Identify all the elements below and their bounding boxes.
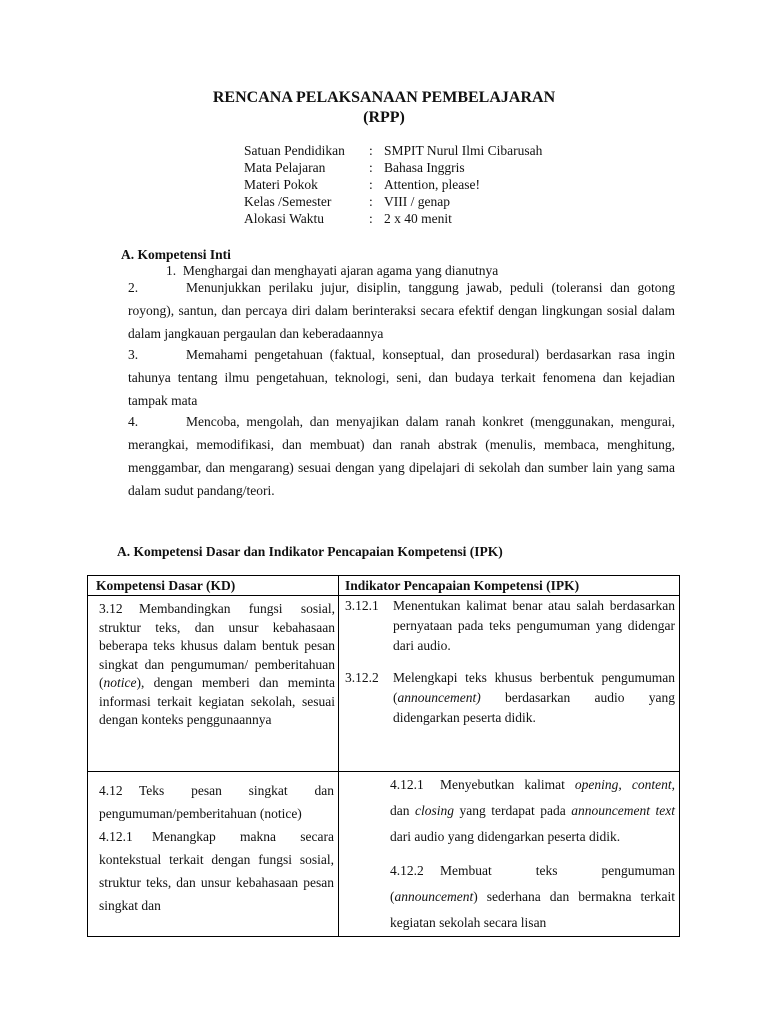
ipk-number: 3.12.1 [345,598,379,613]
kd-number: 3.12 [99,601,123,616]
ki-item [128,343,675,412]
kompetensi-inti-heading: A. Kompetensi Inti [121,247,231,262]
ki-item-number: 1. [166,263,177,278]
ki-item-number: 2. [128,280,139,295]
identity-value: Bahasa Inggris [384,160,465,175]
identity-label: Satuan Pendidikan [244,143,345,158]
kd-sub-number: 4.12.1 [99,829,133,844]
kd-sub [99,825,334,917]
ipk-item [339,668,679,728]
ipk-text-part: , dan [390,777,675,818]
identity-row [244,176,542,193]
table-row [88,772,680,937]
ki-item-number: 3. [128,347,139,362]
ipk-column-header: Indikator Pencapaian Kompetensi (IPK) [339,576,680,596]
table-header-row [88,576,680,596]
ki-item [128,276,675,345]
kd-text-italic: notice [103,675,137,690]
ipk-text [393,668,675,728]
ki-item-number: 4. [128,414,139,429]
table-row [88,596,680,772]
ipk-text-part: dari audio yang didengarkan peserta didik. [390,829,621,844]
ki-item-text: Mencoba, mengolah, dan menyajikan dalam ranah konkret (menggunakan, mengurai, merangkai, memodifikasi, dan membuat) dan ranah abstrak (menulis, membaca, menghitung, menggambar, dan mengarang) sesuai dengan yang dipelajari di sekolah dan sumber lain yang sama dalam sudut pandang/teori. [128,414,675,498]
ki-item-text: Memahami pengetahuan (faktual, konseptual, dan prosedural) berdasarkan rasa ingin tahunya tentang ilmu pengetahuan, teknologi, seni, dan budaya terkait fenomena dan kejadian tampak mata [128,347,675,408]
kd-sub-text: Menangkap makna secara kontekstual terkait dengan fungsi sosial, struktur teks, dan unsur kebahasaan pesan singkat dan [99,829,334,913]
ipk-item [339,596,679,656]
identity-row [244,193,542,210]
ipk-number: 4.12.1 [390,777,424,792]
ipk-text-italic: closing [415,803,455,818]
kd-text [88,772,338,917]
identity-separator: : [369,211,373,226]
ipk-cell [339,772,680,937]
ipk-text-part: yang terdapat pada [454,803,572,818]
identity-row [244,142,542,159]
kd-text [88,596,338,730]
kd-text-part: Teks pesan singkat dan pengumuman/pemberitahuan (notice) [99,783,334,821]
identity-row [244,210,542,227]
ipk-text-part: Melengkapi teks khusus berbentuk pengumuman ( [393,670,675,705]
ipk-text-italic: announcement) [397,690,481,705]
kd-column-header: Kompetensi Dasar (KD) [88,576,339,596]
ipk-number: 3.12.2 [345,670,379,685]
identity-value: VIII / genap [384,194,450,209]
kd-cell [88,772,339,937]
identity-separator: : [369,160,373,175]
document-subtitle: (RPP) [363,109,405,126]
ipk-text-part: ) sederhana dan bermakna terkait kegiatan sekolah secara lisan [390,889,675,930]
kd-ipk-heading: A. Kompetensi Dasar dan Indikator Pencapaian Kompetensi (IPK) [117,544,503,559]
identity-row [244,159,542,176]
identity-label: Materi Pokok [244,177,318,192]
identity-value: SMPIT Nurul Ilmi Cibarusah [384,143,543,158]
ipk-text-part: berdasarkan audio yang didengarkan peserta didik. [393,690,675,725]
identity-separator: : [369,177,373,192]
kd-text-part: ), dengan memberi dan meminta informasi terkait kegiatan sekolah, sesuai dengan konteks penggunaannya [99,675,335,727]
identity-label: Kelas /Semester [244,194,332,209]
ki-item-text: Menghargai dan menghayati ajaran agama yang dianutnya [182,263,499,278]
identity-value: 2 x 40 menit [384,211,452,226]
identity-label: Alokasi Waktu [244,211,325,226]
kd-main [99,779,334,825]
ipk-item [339,858,679,936]
ipk-text-italic: opening, content [574,777,672,792]
ipk-text-italic: announcement [394,889,474,904]
ipk-item [339,772,679,850]
kd-text-part: Membandingkan fungsi sosial, struktur teks, dan unsur kebahasaan beberapa teks khusus dalam bentuk pesan singkat dan pengumuman/ pemberitahuan ( [99,601,335,690]
ipk-number: 4.12.2 [390,863,424,878]
kd-cell [88,596,339,772]
ipk-cell [339,596,680,772]
kd-ipk-table [87,575,680,937]
ipk-text-part: Membuat teks pengumuman ( [390,863,675,904]
identity-label: Mata Pelajaran [244,160,326,175]
ki-item-text: Menunjukkan perilaku jujur, disiplin, tanggung jawab, peduli (toleransi dan gotong royong), santun, dan percaya diri dalam berinteraksi secara efektif dengan lingkungan sosial dalam dalam jangkauan pergaulan dan keberadaannya [128,280,675,341]
ipk-text: Menentukan kalimat benar atau salah berdasarkan pernyataan pada teks pengumuman yang didengar dari audio. [393,598,675,653]
identity-block [244,142,542,227]
identity-separator: : [369,194,373,209]
ipk-text-italic: announcement text [571,803,676,818]
ipk-text-part: Menyebutkan kalimat [440,777,575,792]
kd-number: 4.12 [99,783,123,798]
document-title: RENCANA PELAKSANAAN PEMBELAJARAN [212,89,556,106]
ki-item [128,410,675,502]
identity-separator: : [369,143,373,158]
identity-value: Attention, please! [384,177,480,192]
